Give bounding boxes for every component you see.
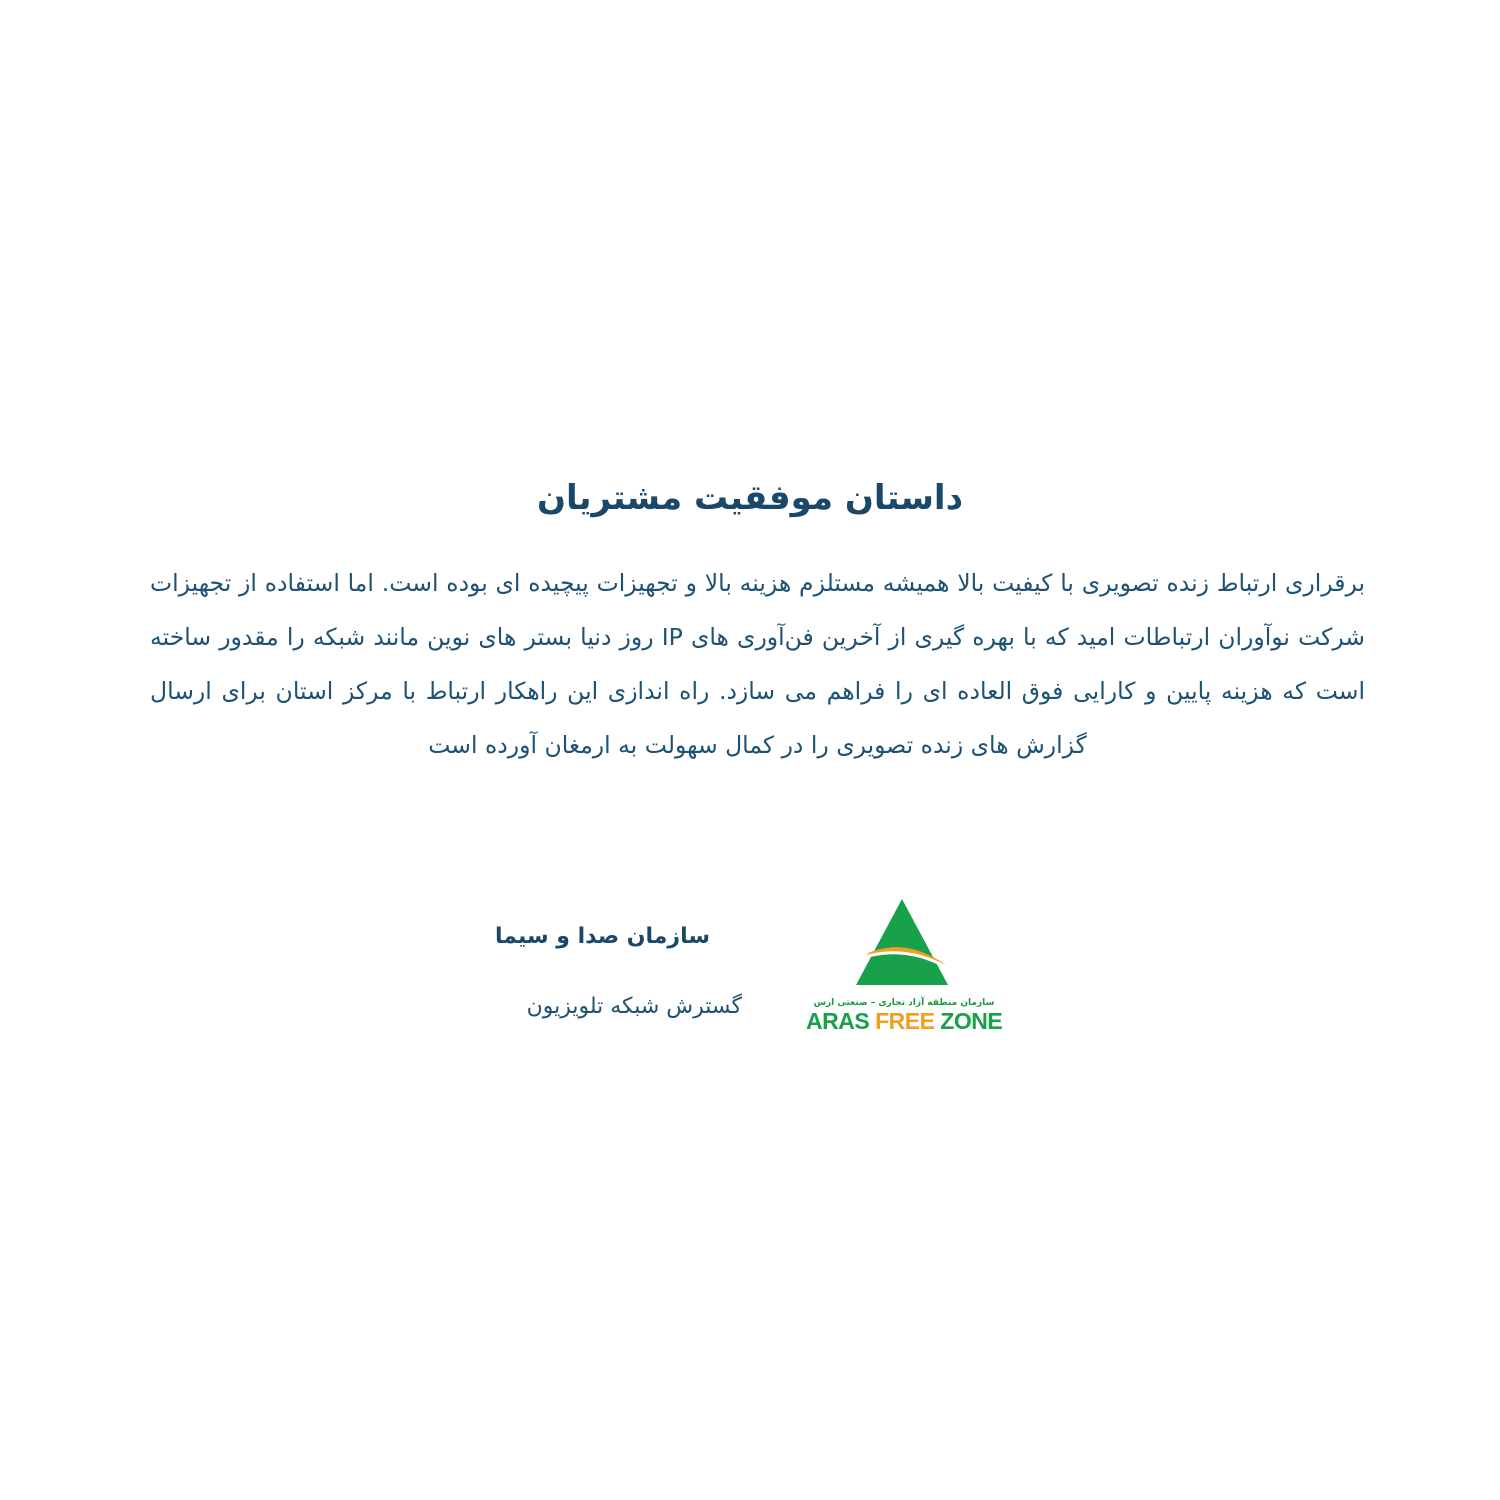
logo-subtitle: سازمان منطقه آزاد تجاری – صنعتی ارس [813, 998, 995, 1008]
green-triangle-logo-icon [806, 895, 1002, 995]
logo-word-free: FREE [875, 1008, 935, 1034]
logo-word-aras: ARAS [806, 1008, 870, 1034]
client-project: گسترش شبکه تلویزیون [526, 994, 742, 1019]
client-name: سازمان صدا و سیما [494, 924, 710, 949]
logo-wordmark [806, 1008, 1002, 1035]
logo-word-zone: ZONE [940, 1008, 1003, 1034]
story-paragraph: برقراری ارتباط زنده تصویری با کیفیت بالا همیشه مستلزم هزینه بالا و تجهیزات پیچیده ای بوده است. اما استفاده از تجهیزات شرکت نوآوران ارتباطات امید که با بهره گیری از آخرین فن‌آوری های IP روز دنیا بستر های نوین مانند شبکه را مقدور ساخته است که هزینه پایین و کارایی فوق العاده ای را فراهم می سازد. راه اندازی این راهکار ارتباط با مرکز استان برای ارسال گزارش های زنده تصویری را در کمال سهولت به ارمغان آورده است [150, 569, 1365, 759]
page-title: داستان موفقیت مشتریان [536, 478, 964, 518]
aras-free-zone-logo [806, 895, 1002, 1037]
